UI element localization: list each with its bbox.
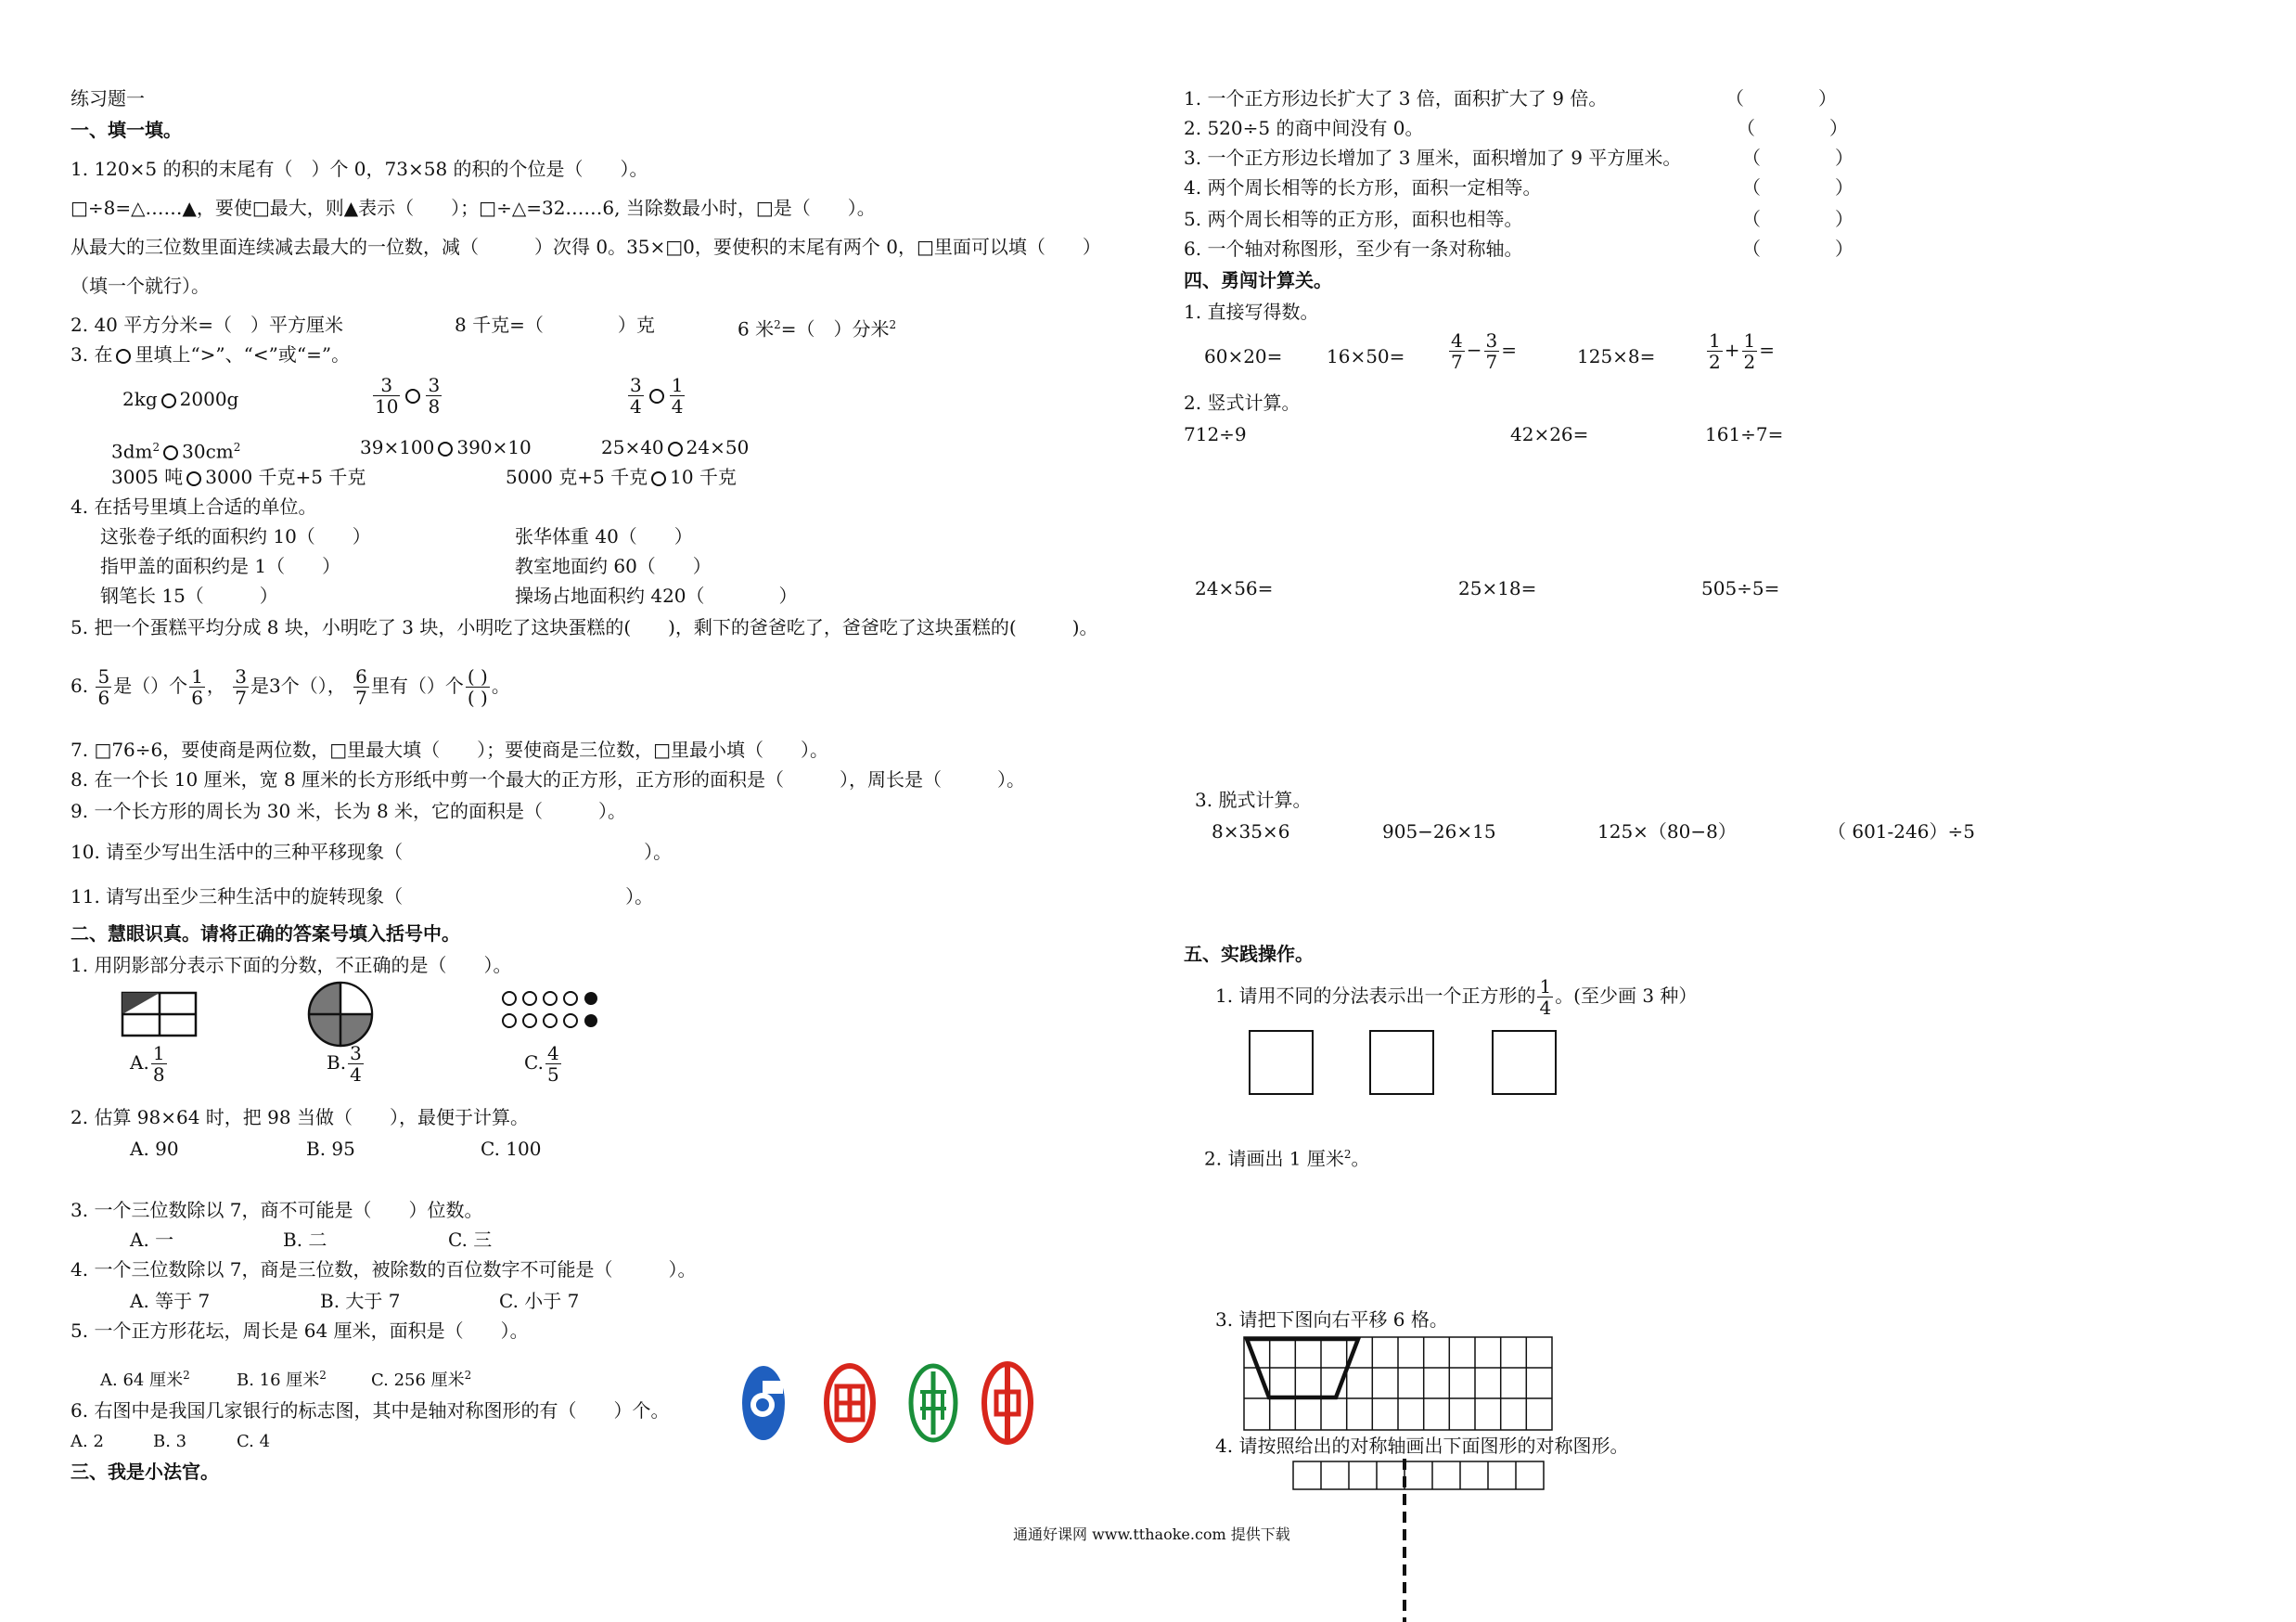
calc-1d: 125×8= (1577, 345, 1656, 367)
fraction-dots-figure (501, 987, 617, 1034)
compare-circle-icon (649, 389, 664, 404)
judge-6: 6. 一个轴对称图形，至少有一条对称轴。 (1184, 238, 1523, 260)
drawing-square-2 (1369, 1030, 1434, 1095)
q10-line: 10. 请至少写出生活中的三种平移现象（ ）。 (71, 841, 673, 863)
compare-circle-icon (405, 389, 420, 404)
calc-2a: 712÷9 (1184, 423, 1247, 445)
judge-5-blank: （ ） (1742, 208, 1853, 230)
compare-circle-icon (651, 471, 666, 486)
s2-q5-line: 5. 一个正方形花坛，周长是 64 厘米，面积是（ ）。 (71, 1319, 529, 1342)
judge-5: 5. 两个周长相等的正方形，面积也相等。 (1184, 208, 1523, 230)
q2-part-c: 6 米$^2$=（ ）分米$^2$ (738, 317, 897, 341)
calc-3d: （ 601-246）÷5 (1828, 820, 1975, 843)
calc-3c: 125×（80−8） (1597, 820, 1737, 843)
s2-q3-line: 3. 一个三位数除以 7，商不可能是（ ）位数。 (71, 1199, 483, 1221)
footer-credit: 通通好课网 www.tthaoke.com 提供下载 (1013, 1525, 1290, 1543)
practice-4: 4. 请按照给出的对称轴画出下面图形的对称图形。 (1215, 1435, 1629, 1457)
judge-6-blank: （ ） (1742, 238, 1853, 260)
calc-3b: 905−26×15 (1382, 820, 1496, 843)
calc-2e: 25×18= (1458, 577, 1537, 599)
s2-q6-line: 6. 右图中是我国几家银行的标志图，其中是轴对称图形的有（ ）个。 (71, 1399, 670, 1422)
judge-4: 4. 两个周长相等的长方形，面积一定相等。 (1184, 176, 1542, 199)
calc-1b: 16×50= (1327, 345, 1405, 367)
q1-line-a: 1. 120×5 的积的末尾有（ ）个 0，73×58 的积的个位是（ ）。 (71, 158, 648, 180)
s2-q1-option-c: C. $\frac{4}{5}$ (524, 1042, 559, 1086)
q1-line-c: 从最大的三位数里面连续减去最大的一位数，减（ ）次得 0。35×□0，要使积的末尾有两个 0，□里面可以填（ ） (71, 236, 1101, 258)
s2-q4-option-c: C. 小于 7 (499, 1290, 580, 1312)
s2-q4-line: 4. 一个三位数除以 7，商是三位数，被除数的百位数字不可能是（ ）。 (71, 1258, 697, 1281)
section-2-title: 二、慧眼识真。请将正确的答案号填入括号中。 (71, 922, 460, 945)
s2-q2-line: 2. 估算 98×64 时，把 98 当做（ ），最便于计算。 (71, 1106, 529, 1128)
section-1-title: 一、填一填。 (71, 119, 182, 141)
q3-line: 3. 在 里填上“>”、“<”或“=”。 (71, 343, 351, 366)
s2-q3-option-b: B. 二 (283, 1229, 327, 1251)
compare-1: 2kg 2000g (122, 388, 239, 410)
calc-1-title: 1. 直接写得数。 (1184, 301, 1319, 323)
practice-1: 1. 请用不同的分法表示出一个正方形的 $\frac{1}{4}$ 。(至少画 3 种） (1215, 975, 1698, 1019)
s2-q6-option-c: C. 4 (237, 1432, 271, 1451)
s2-q1-line: 1. 用阴影部分表示下面的分数，不正确的是（ ）。 (71, 954, 512, 976)
calc-2c: 161÷7= (1705, 423, 1784, 445)
judge-1: 1. 一个正方形边长扩大了 3 倍，面积扩大了 9 倍。 (1184, 87, 1608, 109)
compare-fraction-2: $\frac{3}{4}$ $\frac{1}{4}$ (630, 374, 684, 418)
compare-fraction-1: $\frac{3}{10}$ $\frac{3}{8}$ (375, 374, 441, 418)
section-3-title: 三、我是小法官。 (71, 1461, 219, 1483)
drawing-square-1 (1249, 1030, 1314, 1095)
q9-line: 9. 一个长方形的周长为 30 米，长为 8 米，它的面积是（ ）。 (71, 800, 627, 822)
practice-3: 3. 请把下图向右平移 6 格。 (1215, 1308, 1448, 1331)
q4-item-a: 这张卷子纸的面积约 10（ ） (100, 525, 371, 547)
bank-logo-red-a-icon (824, 1362, 876, 1444)
calc-3a: 8×35×6 (1212, 820, 1290, 843)
judge-2-blank: （ ） (1737, 117, 1848, 139)
calc-2-title: 2. 竖式计算。 (1184, 392, 1301, 414)
judge-3: 3. 一个正方形边长增加了 3 厘米，面积增加了 9 平方厘米。 (1184, 147, 1682, 169)
fraction-circle-figure (306, 980, 376, 1049)
section-4-title: 四、勇闯计算关。 (1184, 269, 1332, 291)
s2-q6-option-a: A. 2 (71, 1432, 104, 1451)
translation-grid-figure (1243, 1336, 1555, 1433)
q4-item-f: 操场占地面积约 420（ ） (515, 585, 798, 607)
q4-item-e: 钢笔长 15（ ） (100, 585, 278, 607)
q11-line: 11. 请写出至少三种生活中的旋转现象（ ）。 (71, 885, 654, 908)
q4-item-d: 教室地面约 60（ ） (515, 555, 712, 577)
judge-3-blank: （ ） (1742, 147, 1853, 169)
q8-line: 8. 在一个长 10 厘米，宽 8 厘米的长方形纸中剪一个最大的正方形，正方形的面积是（ ），周长是（ ）。 (71, 768, 1026, 791)
s2-q5-option-c: C. 256 厘米$^2$ (371, 1369, 472, 1390)
compare-circle-icon (438, 442, 453, 457)
s2-q3-option-c: C. 三 (448, 1229, 493, 1251)
q5-line: 5. 把一个蛋糕平均分成 8 块，小明吃了 3 块，小明吃了这块蛋糕的( )，剩下的爸爸吃了，爸爸吃了这块蛋糕的( )。 (71, 616, 1098, 638)
compare-circle-icon (186, 471, 201, 486)
s2-q1-option-b: B. $\frac{3}{4}$ (327, 1042, 362, 1086)
compare-circle-icon (668, 442, 683, 457)
calc-3-title: 3. 脱式计算。 (1195, 789, 1312, 811)
q4-line: 4. 在括号里填上合适的单位。 (71, 496, 317, 518)
s2-q3-option-a: A. 一 (130, 1229, 174, 1251)
judge-2: 2. 520÷5 的商中间没有 0。 (1184, 117, 1424, 139)
compare-3: 39×100 390×10 (360, 436, 532, 458)
q7-line: 7. □76÷6，要使商是两位数，□里最大填（ ）；要使商是三位数，□里最小填（ ）。 (71, 739, 829, 761)
s2-q5-option-b: B. 16 厘米$^2$ (237, 1369, 327, 1390)
compare-circle-icon (161, 393, 176, 408)
s2-q4-option-a: A. 等于 7 (130, 1290, 211, 1312)
fraction-rectangle-figure (121, 991, 199, 1037)
compare-4: 25×40 24×50 (601, 436, 750, 458)
s2-q2-option-b: B. 95 (306, 1138, 355, 1160)
section-5-title: 五、实践操作。 (1184, 943, 1314, 965)
calc-1c: $\frac{4}{7}$ − $\frac{3}{7}$ = (1451, 329, 1517, 373)
judge-1-blank: （ ） (1725, 87, 1837, 109)
judge-4-blank: （ ） (1742, 176, 1853, 199)
s2-q5-option-a: A. 64 厘米$^2$ (100, 1369, 190, 1390)
bank-logo-blue-icon (740, 1362, 787, 1444)
calc-2f: 505÷5= (1701, 577, 1780, 599)
bank-logo-green-icon (907, 1362, 959, 1444)
s2-q4-option-b: B. 大于 7 (320, 1290, 401, 1312)
worksheet-title: 练习题一 (71, 87, 145, 109)
q2-part-b: 8 千克=（ ）克 (455, 314, 655, 336)
s2-q2-option-a: A. 90 (130, 1138, 179, 1160)
compare-6: 5000 克+5 千克 10 千克 (506, 466, 737, 488)
calc-2b: 42×26= (1510, 423, 1589, 445)
q2-part-a: 2. 40 平方分米=（ ）平方厘米 (71, 314, 344, 336)
compare-circle-icon (116, 349, 131, 364)
q4-item-b: 张华体重 40（ ） (515, 525, 693, 547)
calc-1e: $\frac{1}{2}$ + $\frac{1}{2}$ = (1709, 329, 1775, 373)
s2-q6-option-b: B. 3 (153, 1432, 187, 1451)
q1-line-b: □÷8=△……▲，要使□最大，则▲表示（ ）；□÷△=32……6, 当除数最小时，□是（ ）。 (71, 197, 876, 219)
drawing-square-3 (1492, 1030, 1557, 1095)
calc-2d: 24×56= (1195, 577, 1274, 599)
symmetry-grid-figure (1291, 1459, 1547, 1622)
compare-circle-icon (163, 445, 178, 460)
compare-2: $3dm^2$ $30cm^2$ (111, 440, 241, 463)
compare-5: 3005 吨 3000 千克+5 千克 (111, 466, 366, 488)
q1-line-d: （填一个就行）。 (71, 275, 210, 297)
s2-q2-option-c: C. 100 (481, 1138, 542, 1160)
bank-logo-red-b-icon (981, 1360, 1033, 1446)
calc-1a: 60×20= (1204, 345, 1283, 367)
q6-line: 6. $\frac{5}{6}$ 是（）个 $\frac{1}{6}$ ， $\frac{3}{7}$ 是3个（）， $\frac{6}{7}$ 里有（）个 $\frac{( )}{( )}$ 。 (71, 665, 510, 709)
s2-q1-option-a: A. $\frac{1}{8}$ (130, 1042, 165, 1086)
q4-item-c: 指甲盖的面积约是 1（ ） (100, 555, 341, 577)
practice-2: 2. 请画出 1 厘米$^2$。 (1204, 1147, 1370, 1170)
